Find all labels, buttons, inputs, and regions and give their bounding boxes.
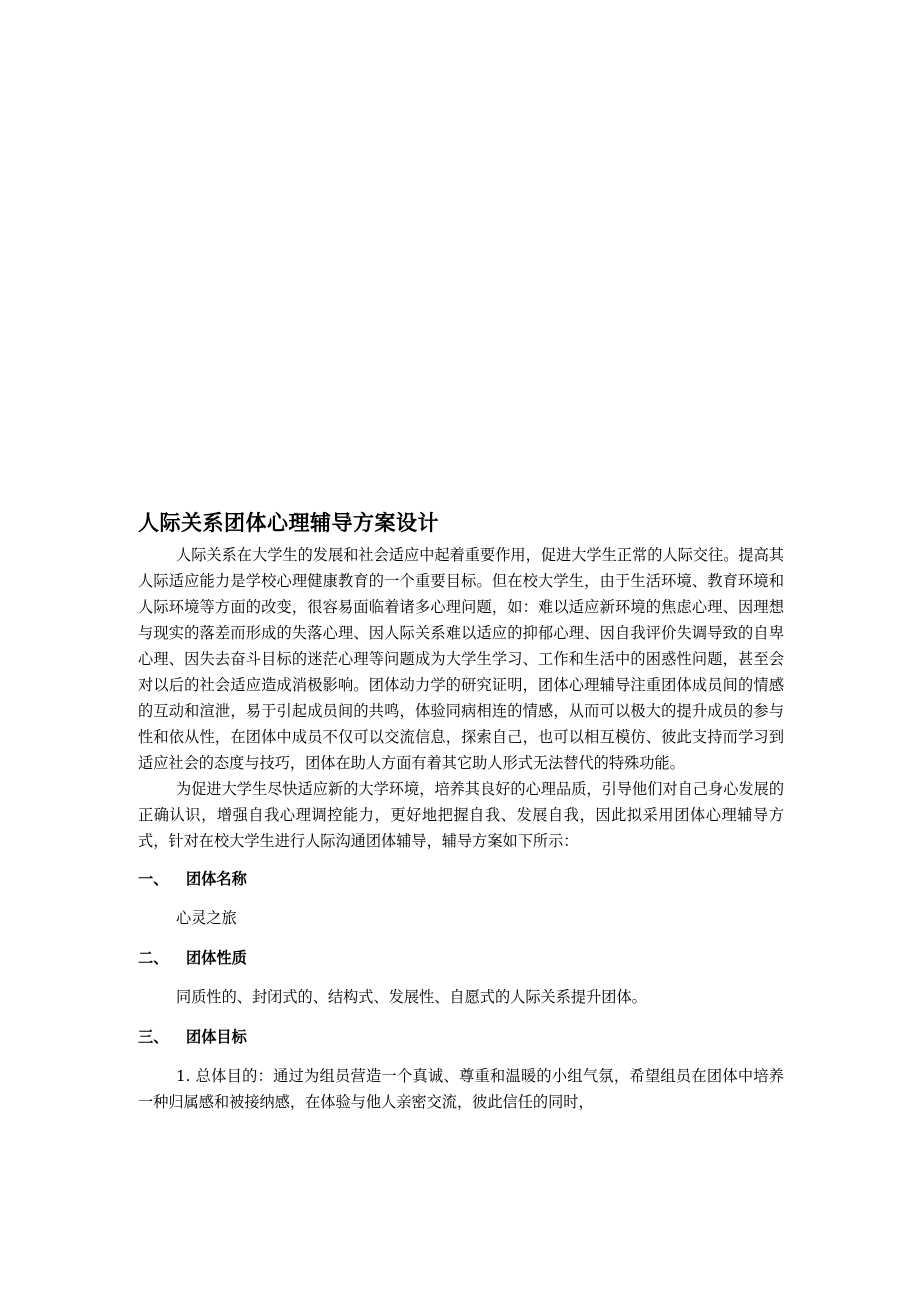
section-number: 二、 [138, 949, 169, 967]
section-number: 一、 [138, 870, 169, 888]
intro-paragraph-1: 人际关系在大学生的发展和社会适应中起着重要作用，促进大学生正常的人际交往。提高其人际适应能力是学校心理健康教育的一个重要目标。但在校大学生，由于生活环境、教育环境和人际环境等方面的改变，很容易面临着诸多心理问题，如：难以适应新环境的焦虑心理、因理想与现实的落差而形成的失落心理、因人际关系难以适应的抑郁心理、因自我评价失调导致的自卑心理、因失去奋斗目标的迷茫心理等问题成为大学生学习、工作和生活中的困惑性问题，甚至会对以后的社会适应造成消极影响。团体动力学的研究证明，团体心理辅导注重团体成员间的情感的互动和渲泄，易于引起成员间的共鸣，体验同病相连的情感，从而可以极大的提升成员的参与性和依从性，在团体中成员不仅可以交流信息，探索自己，也可以相互模仿、彼此支持而学习到适应社会的态度与技巧，团体在助人方面有着其它助人形式无法替代的特殊功能。 [138, 546, 784, 772]
section-number: 三、 [138, 1028, 169, 1046]
section-body-name: 心灵之旅 [176, 909, 237, 927]
section-title: 团体目标 [186, 1028, 247, 1046]
section-title: 团体名称 [186, 870, 247, 888]
document-title: 人际关系团体心理辅导方案设计 [138, 511, 439, 535]
section-body-goals: 1. 总体目的：通过为组员营造一个真诚、尊重和温暖的小组气氛，希望组员在团体中培养一种归属感和被接纳感，在体验与他人亲密交流，彼此信任的同时， [138, 1067, 784, 1111]
document-content [138, 506, 784, 1115]
section-heading-name [138, 866, 784, 892]
section-heading-nature [138, 945, 784, 971]
section-heading-goals [138, 1024, 784, 1050]
intro-paragraph-2: 为促进大学生尽快适应新的大学环境，培养其良好的心理品质，引导他们对自己身心发展的正确认识，增强自我心理调控能力，更好地把握自我、发展自我，因此拟采用团体心理辅导方式，针对在校大学生进行人际沟通团体辅导，辅导方案如下所示： [138, 780, 784, 850]
section-body-nature: 同质性的、封闭式的、结构式、发展性、自愿式的人际关系提升团体。 [176, 988, 647, 1006]
section-title: 团体性质 [186, 949, 247, 967]
